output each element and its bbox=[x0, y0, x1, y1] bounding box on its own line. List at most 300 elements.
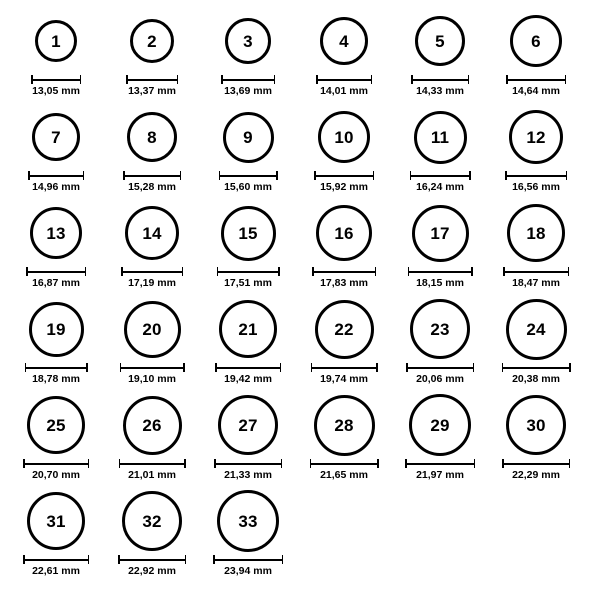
ring-diameter-label: 22,92 mm bbox=[128, 565, 176, 577]
dimension-bar bbox=[120, 367, 185, 369]
ring-size-number: 21 bbox=[238, 319, 258, 339]
ring-diameter-label: 15,92 mm bbox=[320, 181, 368, 193]
ring-size-number: 23 bbox=[430, 319, 450, 339]
ring-circle-wrap bbox=[124, 298, 181, 360]
ring-size-cell bbox=[200, 394, 296, 481]
dimension-tick-right bbox=[184, 459, 186, 468]
dimension-line bbox=[411, 75, 469, 84]
ring-circle bbox=[223, 112, 274, 163]
ring-diameter-label: 21,33 mm bbox=[224, 469, 272, 481]
ring-size-cell bbox=[296, 298, 392, 385]
dimension-tick-left bbox=[25, 363, 27, 372]
dimension-bar bbox=[310, 463, 379, 465]
ring-circle bbox=[415, 16, 465, 66]
dimension-tick-right bbox=[281, 459, 283, 468]
ring-circle bbox=[509, 110, 563, 164]
dimension-bar bbox=[411, 79, 469, 81]
ring-diameter-label: 13,69 mm bbox=[224, 85, 272, 97]
ring-diameter-label: 19,74 mm bbox=[320, 373, 368, 385]
dimension-line bbox=[123, 171, 181, 180]
dimension-tick-left bbox=[411, 75, 413, 84]
dimension-bar bbox=[31, 79, 81, 81]
dimension-line bbox=[126, 75, 178, 84]
ring-diameter-label: 22,29 mm bbox=[512, 469, 560, 481]
ring-circle bbox=[409, 394, 471, 456]
ring-size-cell bbox=[8, 202, 104, 289]
dimension-bar bbox=[26, 271, 86, 273]
ring-diameter-label: 22,61 mm bbox=[32, 565, 80, 577]
dimension-line bbox=[215, 363, 281, 372]
ring-circle-wrap bbox=[318, 106, 370, 168]
dimension-tick-left bbox=[31, 75, 33, 84]
ring-size-cell bbox=[8, 106, 104, 193]
ring-circle bbox=[130, 19, 174, 63]
dimension-line bbox=[119, 459, 186, 468]
dimension-tick-right bbox=[276, 171, 278, 180]
ring-circle bbox=[506, 299, 567, 360]
dimension-line bbox=[502, 459, 570, 468]
dimension-tick-right bbox=[371, 75, 373, 84]
ring-circle bbox=[122, 491, 182, 551]
ring-size-cell bbox=[488, 394, 584, 481]
ring-circle-wrap bbox=[27, 490, 85, 552]
ring-circle bbox=[506, 395, 566, 455]
dimension-line bbox=[506, 75, 566, 84]
dimension-line bbox=[505, 171, 567, 180]
dimension-line bbox=[314, 171, 374, 180]
ring-circle bbox=[314, 395, 375, 456]
dimension-tick-right bbox=[471, 267, 473, 276]
ring-diameter-label: 16,87 mm bbox=[32, 277, 80, 289]
ring-size-cell bbox=[296, 106, 392, 193]
dimension-bar bbox=[502, 367, 571, 369]
ring-size-number: 18 bbox=[526, 223, 546, 243]
dimension-tick-left bbox=[502, 363, 504, 372]
ring-size-number: 33 bbox=[238, 511, 258, 531]
dimension-tick-left bbox=[217, 267, 219, 276]
dimension-tick-right bbox=[88, 459, 90, 468]
dimension-bar bbox=[410, 175, 471, 177]
dimension-line bbox=[23, 555, 89, 564]
ring-circle bbox=[32, 113, 80, 161]
dimension-line bbox=[405, 459, 475, 468]
ring-circle-wrap bbox=[223, 106, 274, 168]
ring-diameter-label: 19,10 mm bbox=[128, 373, 176, 385]
dimension-tick-left bbox=[310, 459, 312, 468]
dimension-tick-right bbox=[182, 267, 184, 276]
ring-size-cell bbox=[392, 10, 488, 97]
dimension-line bbox=[503, 267, 569, 276]
dimension-bar bbox=[314, 175, 374, 177]
ring-size-cell bbox=[296, 10, 392, 97]
ring-size-cell bbox=[104, 394, 200, 481]
ring-size-number: 5 bbox=[435, 31, 445, 51]
dimension-line bbox=[28, 171, 84, 180]
ring-circle-wrap bbox=[409, 394, 471, 456]
ring-circle bbox=[318, 111, 370, 163]
dimension-tick-right bbox=[377, 459, 379, 468]
ring-circle-wrap bbox=[35, 10, 77, 72]
dimension-tick-left bbox=[118, 555, 120, 564]
dimension-bar bbox=[405, 463, 475, 465]
dimension-bar bbox=[408, 271, 473, 273]
ring-size-cell bbox=[488, 202, 584, 289]
dimension-line bbox=[406, 363, 474, 372]
ring-size-row bbox=[8, 298, 592, 394]
ring-size-row bbox=[8, 394, 592, 490]
ring-circle-wrap bbox=[127, 106, 177, 168]
ring-circle-wrap bbox=[414, 106, 467, 168]
ring-circle-wrap bbox=[217, 490, 279, 552]
ring-circle-wrap bbox=[27, 394, 85, 456]
dimension-tick-right bbox=[86, 363, 88, 372]
dimension-tick-right bbox=[180, 171, 182, 180]
dimension-tick-left bbox=[219, 171, 221, 180]
dimension-tick-left bbox=[314, 171, 316, 180]
ring-circle bbox=[27, 396, 85, 454]
ring-circle-wrap bbox=[315, 298, 374, 360]
dimension-tick-right bbox=[474, 459, 476, 468]
ring-size-cell bbox=[392, 202, 488, 289]
dimension-tick-left bbox=[410, 171, 412, 180]
ring-circle-wrap bbox=[509, 106, 563, 168]
ring-size-cell bbox=[392, 298, 488, 385]
dimension-bar bbox=[503, 271, 569, 273]
dimension-line bbox=[118, 555, 186, 564]
dimension-line bbox=[31, 75, 81, 84]
ring-circle-wrap bbox=[225, 10, 271, 72]
ring-circle bbox=[218, 395, 278, 455]
ring-size-number: 27 bbox=[238, 415, 258, 435]
dimension-tick-right bbox=[282, 555, 284, 564]
ring-circle-wrap bbox=[510, 10, 562, 72]
ring-diameter-label: 18,47 mm bbox=[512, 277, 560, 289]
ring-size-number: 7 bbox=[51, 127, 61, 147]
ring-circle bbox=[412, 205, 469, 262]
ring-circle-wrap bbox=[32, 106, 80, 168]
dimension-tick-left bbox=[221, 75, 223, 84]
dimension-bar bbox=[221, 79, 275, 81]
ring-size-number: 14 bbox=[142, 223, 162, 243]
ring-size-number: 24 bbox=[526, 319, 546, 339]
ring-size-cell bbox=[8, 490, 104, 577]
ring-size-number: 12 bbox=[526, 127, 546, 147]
ring-circle bbox=[27, 492, 85, 550]
ring-size-number: 30 bbox=[526, 415, 546, 435]
dimension-line bbox=[219, 171, 278, 180]
ring-circle bbox=[217, 490, 279, 552]
ring-size-number: 26 bbox=[142, 415, 162, 435]
ring-size-cell bbox=[8, 10, 104, 97]
dimension-tick-right bbox=[376, 363, 378, 372]
ring-size-row bbox=[8, 202, 592, 298]
dimension-tick-left bbox=[214, 459, 216, 468]
ring-circle bbox=[219, 300, 277, 358]
dimension-bar bbox=[126, 79, 178, 81]
ring-size-row bbox=[8, 106, 592, 202]
ring-diameter-label: 15,28 mm bbox=[128, 181, 176, 193]
ring-diameter-label: 16,56 mm bbox=[512, 181, 560, 193]
ring-circle-wrap bbox=[219, 298, 277, 360]
dimension-tick-right bbox=[469, 171, 471, 180]
dimension-tick-left bbox=[28, 171, 30, 180]
ring-circle bbox=[127, 112, 177, 162]
ring-diameter-label: 18,15 mm bbox=[416, 277, 464, 289]
ring-size-number: 6 bbox=[531, 31, 541, 51]
dimension-bar bbox=[406, 367, 474, 369]
dimension-tick-right bbox=[280, 363, 282, 372]
ring-size-cell bbox=[104, 202, 200, 289]
ring-circle-wrap bbox=[507, 202, 565, 264]
dimension-tick-right bbox=[473, 363, 475, 372]
dimension-bar bbox=[28, 175, 84, 177]
ring-diameter-label: 20,06 mm bbox=[416, 373, 464, 385]
dimension-line bbox=[121, 267, 183, 276]
ring-circle-wrap bbox=[412, 202, 469, 264]
ring-size-number: 17 bbox=[430, 223, 450, 243]
dimension-tick-right bbox=[278, 267, 280, 276]
ring-size-number: 29 bbox=[430, 415, 450, 435]
dimension-line bbox=[310, 459, 379, 468]
ring-circle-wrap bbox=[316, 202, 372, 264]
dimension-bar bbox=[217, 271, 280, 273]
ring-diameter-label: 17,83 mm bbox=[320, 277, 368, 289]
ring-circle-wrap bbox=[221, 202, 276, 264]
ring-circle bbox=[221, 206, 276, 261]
ring-circle bbox=[410, 299, 470, 359]
ring-size-cell bbox=[104, 298, 200, 385]
dimension-tick-right bbox=[568, 267, 570, 276]
ring-circle bbox=[124, 301, 181, 358]
dimension-line bbox=[311, 363, 378, 372]
dimension-tick-right bbox=[274, 75, 276, 84]
ring-diameter-label: 18,78 mm bbox=[32, 373, 80, 385]
dimension-line bbox=[213, 555, 283, 564]
ring-circle bbox=[125, 206, 179, 260]
dimension-line bbox=[221, 75, 275, 84]
ring-circle bbox=[320, 17, 368, 65]
dimension-bar bbox=[23, 463, 89, 465]
dimension-tick-right bbox=[80, 75, 82, 84]
ring-size-cell bbox=[200, 10, 296, 97]
dimension-tick-right bbox=[468, 75, 470, 84]
dimension-line bbox=[312, 267, 376, 276]
ring-size-cell bbox=[392, 394, 488, 481]
ring-diameter-label: 20,70 mm bbox=[32, 469, 80, 481]
dimension-line bbox=[25, 363, 88, 372]
dimension-tick-left bbox=[506, 75, 508, 84]
dimension-bar bbox=[214, 463, 282, 465]
dimension-line bbox=[410, 171, 471, 180]
ring-diameter-label: 14,96 mm bbox=[32, 181, 80, 193]
ring-size-number: 11 bbox=[430, 127, 450, 147]
dimension-tick-right bbox=[566, 171, 568, 180]
ring-circle-wrap bbox=[125, 202, 179, 264]
ring-diameter-label: 20,38 mm bbox=[512, 373, 560, 385]
dimension-tick-left bbox=[406, 363, 408, 372]
ring-size-cell bbox=[488, 106, 584, 193]
ring-size-cell bbox=[8, 298, 104, 385]
ring-diameter-label: 21,97 mm bbox=[416, 469, 464, 481]
ring-size-row bbox=[8, 490, 592, 586]
ring-size-number: 10 bbox=[334, 127, 354, 147]
dimension-tick-left bbox=[26, 267, 28, 276]
dimension-tick-left bbox=[312, 267, 314, 276]
dimension-bar bbox=[316, 79, 372, 81]
ring-diameter-label: 19,42 mm bbox=[224, 373, 272, 385]
dimension-bar bbox=[118, 559, 186, 561]
ring-circle bbox=[510, 15, 562, 67]
dimension-tick-right bbox=[565, 75, 567, 84]
dimension-bar bbox=[213, 559, 283, 561]
dimension-tick-right bbox=[373, 171, 375, 180]
ring-circle-wrap bbox=[218, 394, 278, 456]
ring-circle bbox=[507, 204, 565, 262]
ring-size-cell bbox=[488, 10, 584, 97]
ring-size-cell bbox=[200, 202, 296, 289]
dimension-bar bbox=[25, 367, 88, 369]
ring-diameter-label: 14,64 mm bbox=[512, 85, 560, 97]
dimension-tick-right bbox=[183, 363, 185, 372]
ring-size-number: 28 bbox=[334, 415, 354, 435]
ring-size-number: 19 bbox=[46, 319, 66, 339]
ring-size-number: 20 bbox=[142, 319, 162, 339]
ring-diameter-label: 21,65 mm bbox=[320, 469, 368, 481]
ring-circle-wrap bbox=[506, 298, 567, 360]
dimension-tick-left bbox=[119, 459, 121, 468]
dimension-bar bbox=[502, 463, 570, 465]
ring-diameter-label: 14,01 mm bbox=[320, 85, 368, 97]
ring-size-number: 22 bbox=[334, 319, 354, 339]
dimension-line bbox=[214, 459, 282, 468]
dimension-tick-right bbox=[177, 75, 179, 84]
dimension-line bbox=[23, 459, 89, 468]
ring-size-number: 8 bbox=[147, 127, 157, 147]
dimension-tick-right bbox=[569, 459, 571, 468]
dimension-tick-left bbox=[23, 459, 25, 468]
ring-size-cell bbox=[200, 106, 296, 193]
dimension-tick-left bbox=[316, 75, 318, 84]
ring-diameter-label: 14,33 mm bbox=[416, 85, 464, 97]
dimension-tick-right bbox=[88, 555, 90, 564]
dimension-tick-right bbox=[85, 267, 87, 276]
ring-diameter-label: 13,37 mm bbox=[128, 85, 176, 97]
ring-diameter-label: 21,01 mm bbox=[128, 469, 176, 481]
dimension-line bbox=[217, 267, 280, 276]
dimension-bar bbox=[219, 175, 278, 177]
ring-size-cell bbox=[8, 394, 104, 481]
ring-size-cell bbox=[296, 394, 392, 481]
ring-circle-wrap bbox=[130, 10, 174, 72]
ring-size-number: 15 bbox=[238, 223, 258, 243]
ring-circle-wrap bbox=[314, 394, 375, 456]
ring-diameter-label: 23,94 mm bbox=[224, 565, 272, 577]
dimension-tick-left bbox=[405, 459, 407, 468]
dimension-tick-left bbox=[126, 75, 128, 84]
ring-size-cell bbox=[488, 298, 584, 385]
ring-diameter-label: 16,24 mm bbox=[416, 181, 464, 193]
dimension-line bbox=[316, 75, 372, 84]
ring-circle-wrap bbox=[320, 10, 368, 72]
dimension-tick-right bbox=[375, 267, 377, 276]
ring-size-number: 16 bbox=[334, 223, 354, 243]
ring-size-number: 9 bbox=[243, 127, 253, 147]
ring-circle bbox=[30, 207, 82, 259]
ring-circle-wrap bbox=[410, 298, 470, 360]
dimension-tick-left bbox=[123, 171, 125, 180]
dimension-line bbox=[502, 363, 571, 372]
ring-circle bbox=[316, 205, 372, 261]
dimension-tick-left bbox=[215, 363, 217, 372]
ring-size-cell bbox=[200, 490, 296, 577]
ring-size-cell bbox=[392, 106, 488, 193]
dimension-bar bbox=[506, 79, 566, 81]
ring-size-cell bbox=[104, 10, 200, 97]
ring-size-number: 1 bbox=[51, 31, 61, 51]
ring-size-cell bbox=[104, 106, 200, 193]
dimension-tick-left bbox=[23, 555, 25, 564]
ring-circle-wrap bbox=[29, 298, 84, 360]
ring-circle bbox=[225, 18, 271, 64]
ring-size-row bbox=[8, 10, 592, 106]
dimension-bar bbox=[119, 463, 186, 465]
dimension-bar bbox=[215, 367, 281, 369]
ring-circle bbox=[29, 302, 84, 357]
dimension-tick-left bbox=[503, 267, 505, 276]
ring-size-number: 2 bbox=[147, 31, 157, 51]
ring-circle-wrap bbox=[30, 202, 82, 264]
ring-circle-wrap bbox=[506, 394, 566, 456]
ring-size-number: 3 bbox=[243, 31, 253, 51]
dimension-tick-left bbox=[505, 171, 507, 180]
ring-circle-wrap bbox=[122, 490, 182, 552]
dimension-tick-right bbox=[83, 171, 85, 180]
dimension-bar bbox=[505, 175, 567, 177]
dimension-tick-left bbox=[502, 459, 504, 468]
dimension-bar bbox=[123, 175, 181, 177]
ring-size-number: 25 bbox=[46, 415, 66, 435]
ring-circle-wrap bbox=[123, 394, 182, 456]
ring-size-cell bbox=[104, 490, 200, 577]
dimension-tick-left bbox=[121, 267, 123, 276]
ring-circle-wrap bbox=[415, 10, 465, 72]
ring-diameter-label: 17,51 mm bbox=[224, 277, 272, 289]
dimension-tick-left bbox=[311, 363, 313, 372]
ring-size-number: 4 bbox=[339, 31, 349, 51]
dimension-tick-right bbox=[569, 363, 571, 372]
dimension-tick-left bbox=[213, 555, 215, 564]
ring-size-cell bbox=[296, 202, 392, 289]
dimension-bar bbox=[312, 271, 376, 273]
ring-size-number: 13 bbox=[46, 223, 66, 243]
dimension-tick-left bbox=[120, 363, 122, 372]
dimension-bar bbox=[311, 367, 378, 369]
dimension-tick-right bbox=[185, 555, 187, 564]
ring-circle bbox=[35, 20, 77, 62]
dimension-line bbox=[26, 267, 86, 276]
ring-circle bbox=[414, 111, 467, 164]
dimension-line bbox=[408, 267, 473, 276]
ring-diameter-label: 13,05 mm bbox=[32, 85, 80, 97]
ring-size-cell bbox=[200, 298, 296, 385]
dimension-bar bbox=[121, 271, 183, 273]
ring-size-number: 32 bbox=[142, 511, 162, 531]
ring-circle bbox=[123, 396, 182, 455]
dimension-bar bbox=[23, 559, 89, 561]
ring-circle bbox=[315, 300, 374, 359]
ring-size-number: 31 bbox=[46, 511, 66, 531]
ring-diameter-label: 15,60 mm bbox=[224, 181, 272, 193]
